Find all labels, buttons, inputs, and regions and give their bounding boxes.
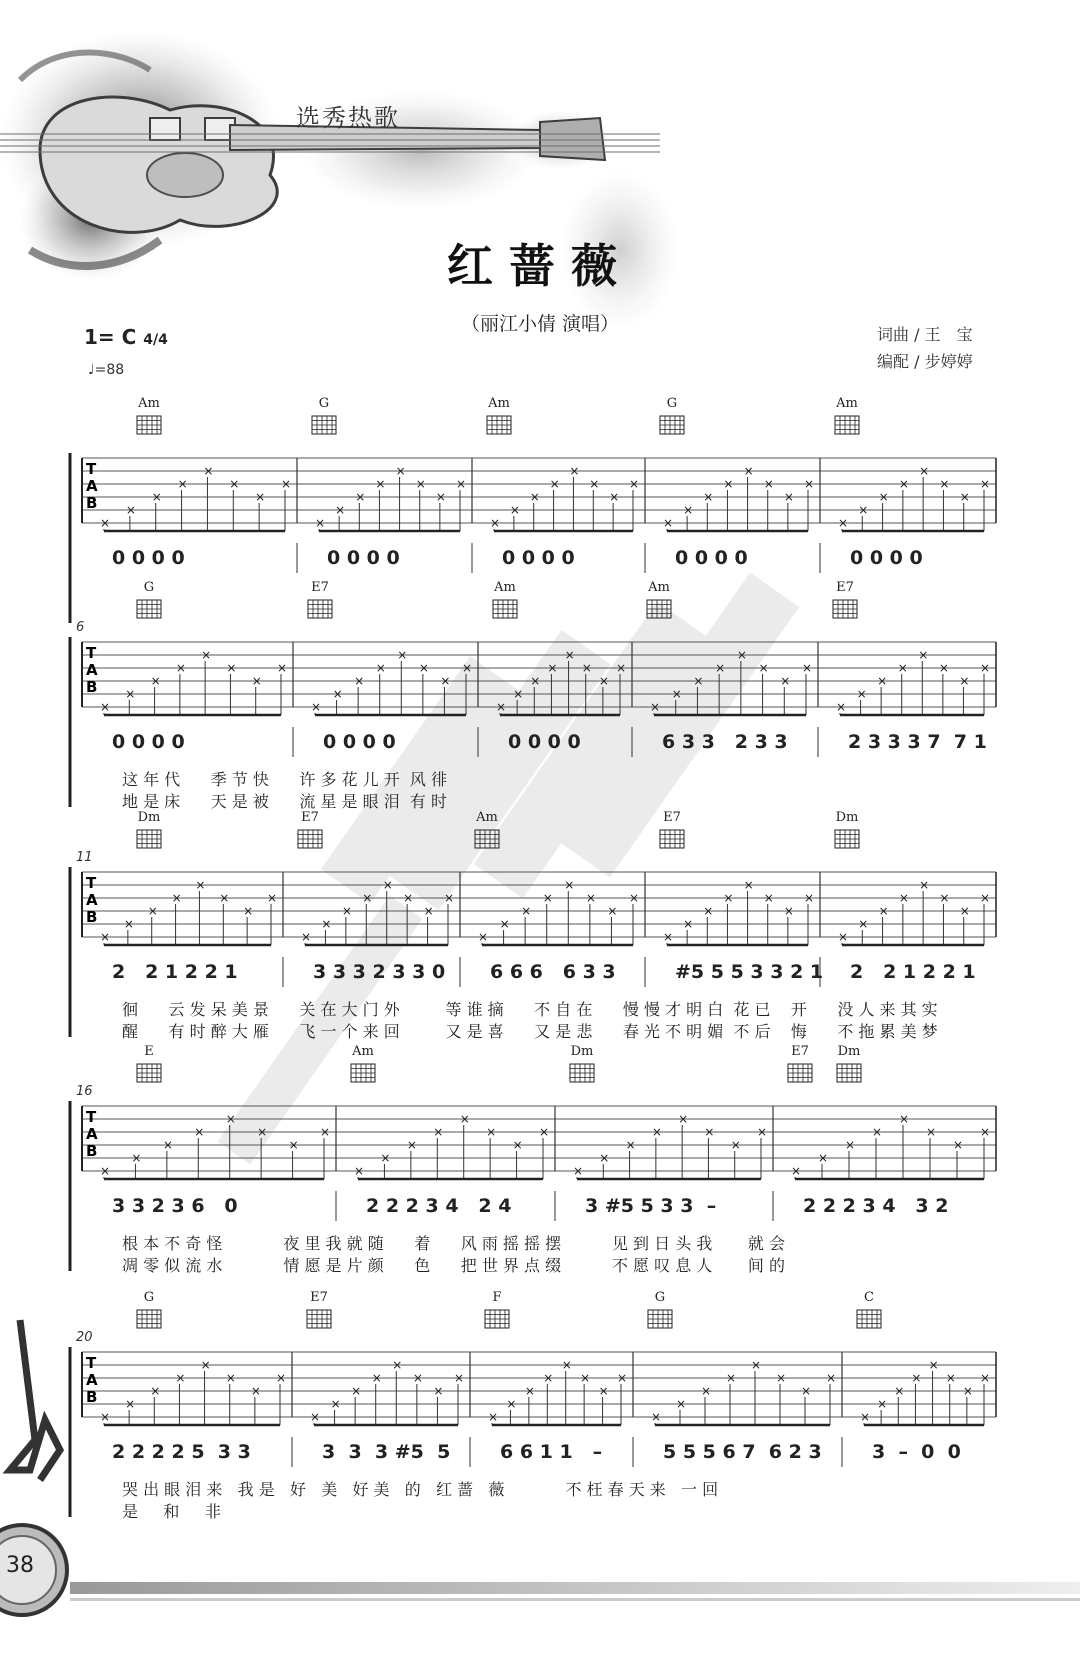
svg-text:×: × — [335, 503, 346, 517]
svg-text:×: × — [201, 648, 212, 662]
svg-text:×: × — [175, 1371, 186, 1385]
svg-text:×: × — [678, 1112, 689, 1126]
svg-text:×: × — [763, 891, 774, 905]
svg-text:×: × — [506, 1397, 517, 1411]
chord-name: E7 — [310, 1290, 328, 1305]
svg-text:×: × — [277, 661, 288, 675]
chord-name: F — [492, 1290, 502, 1305]
svg-text:×: × — [524, 1384, 535, 1398]
svg-text:×: × — [513, 687, 524, 701]
svg-text:×: × — [530, 674, 541, 688]
chord-name: G — [318, 396, 330, 411]
svg-text:×: × — [225, 1371, 236, 1385]
jianpu-measure: 3 3 2 3 6 0 — [112, 1195, 238, 1217]
jianpu-measure: 5 5 5 6 7 6 2 3 — [663, 1441, 822, 1463]
svg-text:×: × — [288, 1138, 299, 1152]
svg-text:×: × — [683, 917, 694, 931]
svg-text:×: × — [488, 1410, 499, 1424]
svg-text:B: B — [86, 678, 98, 696]
svg-text:×: × — [783, 904, 794, 918]
lyricist-composer: 词曲 / 王 宝 — [877, 325, 973, 344]
svg-text:×: × — [894, 1384, 905, 1398]
svg-text:×: × — [676, 1397, 687, 1411]
chord-name: Am — [138, 396, 160, 411]
svg-text:×: × — [403, 891, 414, 905]
svg-text:×: × — [663, 930, 674, 944]
svg-text:×: × — [783, 490, 794, 504]
jianpu-measure: 6 3 3 2 3 3 — [662, 731, 788, 753]
svg-text:A: A — [86, 661, 98, 679]
svg-text:×: × — [776, 1371, 787, 1385]
svg-text:×: × — [858, 917, 869, 931]
jianpu-measure: 3 3 3 #5 5 — [322, 1441, 451, 1463]
svg-text:×: × — [459, 1112, 470, 1126]
measure-number: 16 — [76, 1084, 93, 1099]
svg-text:×: × — [380, 1151, 391, 1165]
svg-text:×: × — [423, 904, 434, 918]
svg-text:×: × — [397, 648, 408, 662]
svg-text:×: × — [703, 904, 714, 918]
svg-text:×: × — [693, 674, 704, 688]
chord-name: Am — [648, 580, 670, 595]
svg-text:×: × — [872, 1125, 883, 1139]
svg-text:×: × — [131, 1151, 142, 1165]
chord-name: G — [143, 1290, 155, 1305]
svg-text:T: T — [86, 644, 97, 662]
svg-text:×: × — [959, 674, 970, 688]
svg-text:×: × — [573, 1164, 584, 1178]
svg-text:×: × — [354, 674, 365, 688]
svg-text:T: T — [86, 1354, 97, 1372]
svg-text:×: × — [496, 700, 507, 714]
svg-text:×: × — [743, 464, 754, 478]
chord-name: E7 — [791, 1044, 809, 1059]
svg-text:×: × — [743, 878, 754, 892]
jianpu-measure: 2 2 2 2 5 3 3 — [112, 1441, 251, 1463]
svg-text:×: × — [911, 1371, 922, 1385]
svg-text:×: × — [100, 930, 111, 944]
credits — [877, 321, 973, 375]
svg-text:×: × — [898, 891, 909, 905]
svg-text:×: × — [763, 477, 774, 491]
jianpu-measure: 0 0 0 0 — [675, 547, 748, 569]
svg-text:×: × — [355, 490, 366, 504]
svg-text:×: × — [549, 477, 560, 491]
svg-text:×: × — [938, 661, 949, 675]
svg-text:×: × — [918, 648, 929, 662]
chord-name: Dm — [137, 810, 161, 825]
svg-text:×: × — [547, 661, 558, 675]
svg-text:T: T — [86, 874, 97, 892]
svg-text:×: × — [928, 1358, 939, 1372]
svg-text:×: × — [878, 490, 889, 504]
svg-text:×: × — [580, 1371, 591, 1385]
song-title: 红蔷薇 — [447, 239, 633, 293]
svg-text:×: × — [701, 1384, 712, 1398]
jianpu-measure: 2 2 1 2 2 1 — [112, 961, 238, 983]
svg-text:×: × — [581, 661, 592, 675]
svg-text:×: × — [838, 516, 849, 530]
svg-text:A: A — [86, 891, 98, 909]
svg-text:×: × — [919, 878, 930, 892]
chord-name: G — [666, 396, 678, 411]
svg-text:×: × — [509, 503, 520, 517]
svg-text:×: × — [281, 477, 292, 491]
svg-text:×: × — [529, 490, 540, 504]
singer-credit: （丽江小倩 演唱） — [460, 313, 620, 335]
chord-name: Am — [836, 396, 858, 411]
svg-text:×: × — [406, 1138, 417, 1152]
svg-text:×: × — [877, 1397, 888, 1411]
svg-text:×: × — [962, 1384, 973, 1398]
svg-text:×: × — [371, 1371, 382, 1385]
key-label: 1= C — [84, 325, 137, 349]
svg-text:×: × — [486, 1125, 497, 1139]
svg-text:×: × — [512, 1138, 523, 1152]
arranger: 编配 / 步婷婷 — [877, 352, 973, 371]
svg-text:×: × — [683, 503, 694, 517]
svg-text:×: × — [860, 1410, 871, 1424]
key-signature — [84, 325, 168, 349]
lyrics-line-2: 醒 有 时 醉 大 雁 飞 一 个 来 回 又 是 喜 又 是 悲 春 光 不 明 媚 不 后 悔 不 拖 累 美 梦 — [122, 1022, 938, 1041]
svg-text:×: × — [330, 1397, 341, 1411]
chord-name: G — [654, 1290, 666, 1305]
svg-text:×: × — [433, 1384, 444, 1398]
chord-name: E — [144, 1044, 154, 1059]
svg-text:×: × — [609, 490, 620, 504]
svg-text:×: × — [730, 1138, 741, 1152]
jianpu-measure: 6 6 1 1 – — [500, 1441, 603, 1463]
svg-text:×: × — [542, 891, 553, 905]
svg-text:×: × — [226, 661, 237, 675]
svg-text:×: × — [243, 904, 254, 918]
svg-text:×: × — [162, 1138, 173, 1152]
svg-text:×: × — [175, 661, 186, 675]
chord-name: E7 — [311, 580, 329, 595]
svg-text:B: B — [86, 494, 98, 512]
chord-name: Am — [476, 810, 498, 825]
svg-text:×: × — [229, 477, 240, 491]
measure-number: 11 — [76, 850, 93, 865]
svg-text:×: × — [980, 1371, 991, 1385]
svg-text:×: × — [257, 1125, 268, 1139]
chord-name: Am — [494, 580, 516, 595]
svg-text:×: × — [375, 661, 386, 675]
svg-text:×: × — [125, 503, 136, 517]
svg-text:×: × — [100, 700, 111, 714]
svg-text:×: × — [321, 917, 332, 931]
svg-text:×: × — [456, 477, 467, 491]
svg-text:×: × — [736, 648, 747, 662]
svg-text:×: × — [617, 1371, 628, 1385]
svg-text:×: × — [780, 674, 791, 688]
svg-text:×: × — [625, 1138, 636, 1152]
svg-text:B: B — [86, 1142, 98, 1160]
svg-text:×: × — [802, 661, 813, 675]
svg-text:×: × — [255, 490, 266, 504]
jianpu-measure: 3 #5 5 3 3 – — [585, 1195, 717, 1217]
svg-text:×: × — [980, 661, 991, 675]
svg-text:×: × — [723, 477, 734, 491]
svg-text:×: × — [758, 661, 769, 675]
svg-text:×: × — [650, 700, 661, 714]
svg-text:×: × — [454, 1371, 465, 1385]
svg-text:B: B — [86, 1388, 98, 1406]
time-signature: 4/4 — [143, 332, 168, 348]
jianpu-measure: 2 3 3 3 7 7 1 — [848, 731, 987, 753]
svg-text:×: × — [395, 464, 406, 478]
svg-text:×: × — [100, 516, 111, 530]
svg-text:×: × — [757, 1125, 768, 1139]
svg-text:×: × — [151, 490, 162, 504]
svg-text:×: × — [267, 891, 278, 905]
svg-text:×: × — [723, 891, 734, 905]
svg-text:×: × — [195, 878, 206, 892]
svg-text:×: × — [926, 1125, 937, 1139]
svg-text:×: × — [147, 904, 158, 918]
svg-text:×: × — [354, 1164, 365, 1178]
svg-text:T: T — [86, 1108, 97, 1126]
svg-text:×: × — [433, 1125, 444, 1139]
svg-text:×: × — [382, 878, 393, 892]
jianpu-measure: 0 0 0 0 — [327, 547, 400, 569]
svg-text:×: × — [836, 700, 847, 714]
chord-name: Dm — [835, 810, 859, 825]
tempo-marking: ♩=88 — [88, 362, 125, 378]
jianpu-measure: 2 2 1 2 2 1 — [850, 961, 976, 983]
svg-text:×: × — [953, 1138, 964, 1152]
svg-text:×: × — [251, 674, 262, 688]
chord-name: Am — [352, 1044, 374, 1059]
jianpu-measure: 2 2 2 3 4 3 2 — [803, 1195, 949, 1217]
svg-text:×: × — [651, 1125, 662, 1139]
svg-text:×: × — [616, 661, 627, 675]
svg-text:×: × — [703, 490, 714, 504]
svg-text:×: × — [444, 891, 455, 905]
svg-text:×: × — [171, 891, 182, 905]
svg-text:×: × — [250, 1384, 261, 1398]
bottom-bar — [70, 1582, 1080, 1594]
svg-text:×: × — [351, 1384, 362, 1398]
svg-text:×: × — [320, 1125, 331, 1139]
svg-text:×: × — [375, 477, 386, 491]
svg-text:×: × — [462, 661, 473, 675]
svg-text:×: × — [392, 1358, 403, 1372]
svg-text:×: × — [589, 477, 600, 491]
svg-text:×: × — [877, 674, 888, 688]
svg-text:×: × — [276, 1371, 287, 1385]
svg-text:×: × — [311, 700, 322, 714]
svg-text:×: × — [543, 1371, 554, 1385]
lyrics-line-1: 哭 出 眼 泪 来 我 是 好 美 好 美 的 红 蔷 薇 不 枉 春 天 来 一 回 — [122, 1480, 719, 1499]
svg-text:×: × — [598, 1384, 609, 1398]
measure-number: 6 — [76, 620, 85, 635]
svg-text:×: × — [945, 1371, 956, 1385]
svg-text:×: × — [818, 1151, 829, 1165]
jianpu-measure: 0 0 0 0 — [112, 547, 185, 569]
svg-text:×: × — [585, 891, 596, 905]
svg-text:×: × — [959, 490, 970, 504]
svg-text:×: × — [726, 1371, 737, 1385]
svg-text:×: × — [219, 891, 230, 905]
svg-text:×: × — [301, 930, 312, 944]
svg-text:×: × — [561, 1358, 572, 1372]
svg-text:×: × — [194, 1125, 205, 1139]
svg-text:×: × — [150, 1384, 161, 1398]
svg-text:×: × — [440, 674, 451, 688]
svg-text:×: × — [539, 1125, 550, 1139]
jianpu-measure: 3 3 3 2 3 3 0 — [313, 961, 446, 983]
svg-text:B: B — [86, 908, 98, 926]
svg-text:×: × — [490, 516, 501, 530]
svg-text:×: × — [225, 1112, 236, 1126]
svg-text:×: × — [332, 687, 343, 701]
jianpu-measure: 6 6 6 6 3 3 — [490, 961, 616, 983]
svg-text:×: × — [671, 687, 682, 701]
svg-text:×: × — [123, 917, 134, 931]
svg-text:T: T — [86, 460, 97, 478]
svg-text:×: × — [150, 674, 161, 688]
svg-text:×: × — [898, 477, 909, 491]
svg-text:×: × — [478, 930, 489, 944]
svg-text:×: × — [980, 477, 991, 491]
svg-text:×: × — [791, 1164, 802, 1178]
svg-text:×: × — [897, 661, 908, 675]
svg-text:×: × — [125, 687, 136, 701]
lyrics-line-1: 这 年 代 季 节 快 许 多 花 儿 开 风 徘 — [122, 770, 447, 789]
svg-text:×: × — [980, 891, 991, 905]
svg-text:×: × — [200, 1358, 211, 1372]
svg-text:×: × — [980, 1125, 991, 1139]
svg-text:×: × — [310, 1410, 321, 1424]
svg-text:×: × — [418, 661, 429, 675]
svg-text:×: × — [499, 917, 510, 931]
svg-text:×: × — [521, 904, 532, 918]
chord-name: Dm — [570, 1044, 594, 1059]
jianpu-measure: 0 0 0 0 — [323, 731, 396, 753]
svg-text:×: × — [100, 1410, 111, 1424]
svg-text:×: × — [715, 661, 726, 675]
svg-text:×: × — [878, 904, 889, 918]
chord-name: Am — [488, 396, 510, 411]
svg-text:×: × — [100, 1164, 111, 1178]
svg-text:×: × — [959, 904, 970, 918]
svg-text:×: × — [564, 648, 575, 662]
svg-text:×: × — [899, 1112, 910, 1126]
watermark — [218, 573, 800, 1165]
svg-text:×: × — [607, 904, 618, 918]
svg-text:×: × — [858, 503, 869, 517]
chord-name: E7 — [836, 580, 854, 595]
svg-text:×: × — [177, 477, 188, 491]
jianpu-measure: 2 2 2 3 4 2 4 — [366, 1195, 512, 1217]
svg-text:×: × — [801, 1384, 812, 1398]
jianpu-measure: 0 0 0 0 — [508, 731, 581, 753]
svg-text:×: × — [939, 477, 950, 491]
svg-text:×: × — [435, 490, 446, 504]
svg-text:×: × — [598, 674, 609, 688]
svg-text:×: × — [315, 516, 326, 530]
svg-text:×: × — [569, 464, 580, 478]
svg-text:×: × — [751, 1358, 762, 1372]
svg-text:×: × — [599, 1151, 610, 1165]
svg-text:×: × — [341, 904, 352, 918]
chord-name: G — [143, 580, 155, 595]
svg-text:×: × — [826, 1371, 837, 1385]
svg-text:×: × — [564, 878, 575, 892]
svg-text:×: × — [629, 891, 640, 905]
svg-text:×: × — [362, 891, 373, 905]
jianpu-measure: #5 5 5 3 3 2 1 — [675, 961, 824, 983]
jianpu-measure: 3 – 0 0 — [872, 1441, 961, 1463]
page-number: 38 — [6, 1553, 34, 1578]
lyrics-line-2: 地 是 床 天 是 被 流 星 是 眼 泪 有 时 — [122, 792, 447, 811]
lyrics-line-1: 根 本 不 奇 怪 夜 里 我 就 随 着 风 雨 摇 摇 摆 见 到 日 头 我 就 会 — [122, 1234, 785, 1253]
lyrics-line-2: 是 和 非 — [122, 1502, 221, 1521]
svg-text:×: × — [919, 464, 930, 478]
chord-name: E7 — [663, 810, 681, 825]
svg-text:×: × — [838, 930, 849, 944]
svg-text:×: × — [203, 464, 214, 478]
svg-text:×: × — [939, 891, 950, 905]
section-banner: 选秀热歌 — [296, 104, 400, 132]
svg-text:×: × — [412, 1371, 423, 1385]
svg-text:A: A — [86, 477, 98, 495]
lyrics-line-2: 凋 零 似 流 水 情 愿 是 片 颜 色 把 世 界 点 缀 不 愿 叹 息 人 间 的 — [122, 1256, 785, 1275]
svg-text:×: × — [845, 1138, 856, 1152]
measure-number: 20 — [76, 1330, 93, 1345]
jianpu-measure: 0 0 0 0 — [502, 547, 575, 569]
svg-text:×: × — [804, 891, 815, 905]
svg-text:×: × — [415, 477, 426, 491]
svg-text:×: × — [125, 1397, 136, 1411]
chord-name: C — [864, 1290, 874, 1305]
svg-text:×: × — [629, 477, 640, 491]
chord-name: Dm — [837, 1044, 861, 1059]
svg-text:×: × — [704, 1125, 715, 1139]
jianpu-measure: 0 0 0 0 — [112, 731, 185, 753]
svg-text:×: × — [856, 687, 867, 701]
svg-text:×: × — [651, 1410, 662, 1424]
svg-text:×: × — [804, 477, 815, 491]
svg-text:×: × — [663, 516, 674, 530]
jianpu-measure: 0 0 0 0 — [850, 547, 923, 569]
chord-name: E7 — [301, 810, 319, 825]
svg-text:A: A — [86, 1125, 98, 1143]
lyrics-line-1: 徊 云 发 呆 美 景 关 在 大 门 外 等 谁 摘 不 自 在 慢 慢 才 明 白 花 已 开 没 人 来 其 实 — [122, 1000, 938, 1019]
svg-text:A: A — [86, 1371, 98, 1389]
